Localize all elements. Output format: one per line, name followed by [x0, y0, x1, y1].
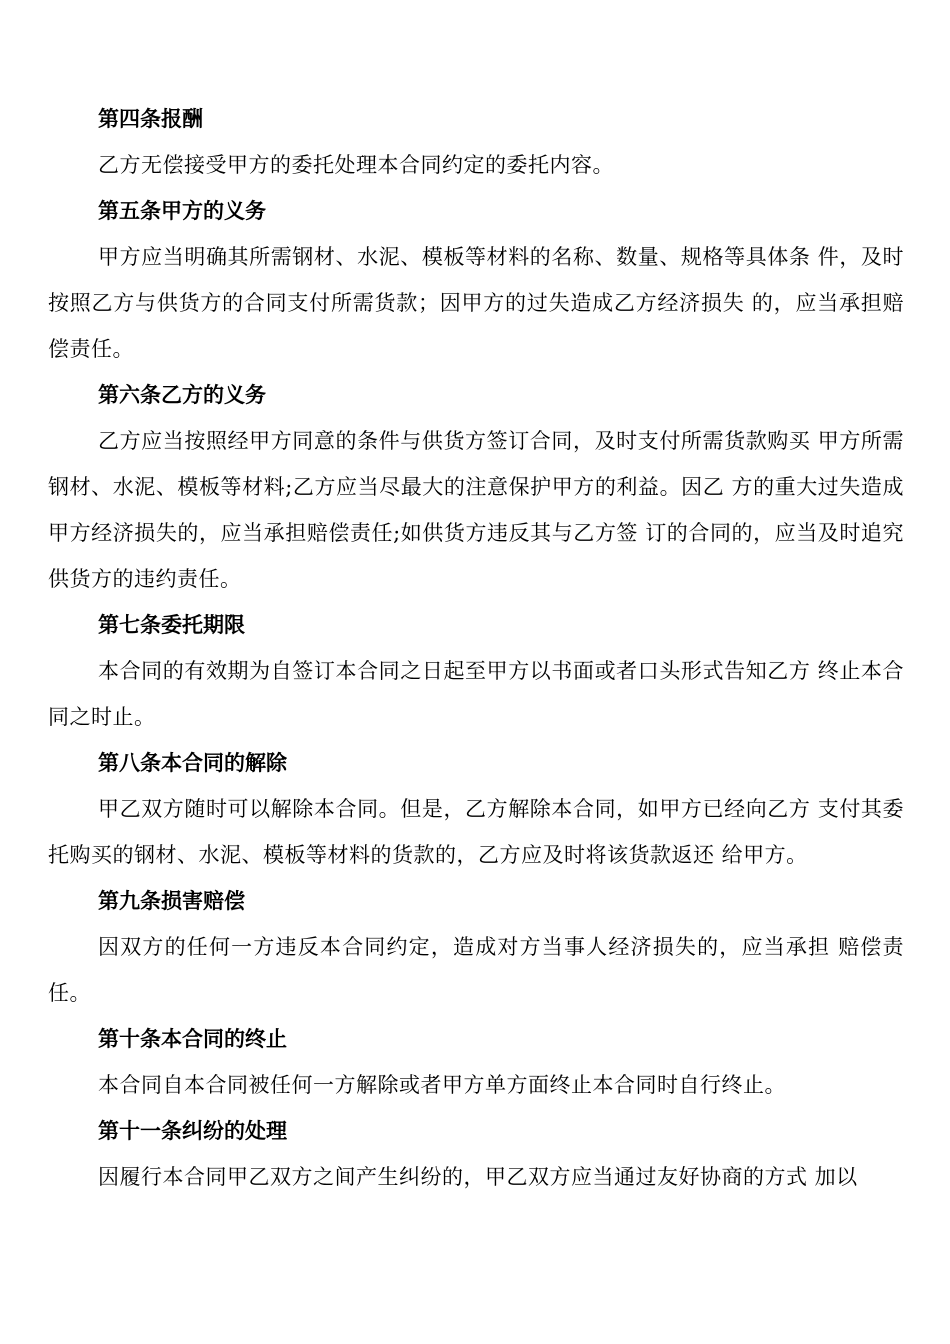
section-heading-6: 第六条乙方的义务: [98, 383, 266, 407]
section-text-5: 甲方应当明确其所需钢材、水泥、模板等材料的名称、数量、规格等具体条 件，及时按照乙方与供货方的合同支付所需货款；因甲方的过失造成乙方经济损失 的，应当承担赔偿责任。: [48, 245, 905, 361]
document-page: [48, 96, 904, 1200]
section-heading-10: 第十条本合同的终止: [98, 1027, 287, 1051]
section-heading-8: 第八条本合同的解除: [98, 751, 287, 775]
section-heading-7: 第七条委托期限: [98, 613, 245, 637]
section-text-7: 本合同的有效期为自签订本合同之日起至甲方以书面或者口头形式告知乙方 终止本合同之时止。: [48, 659, 905, 729]
section-text-6: 乙方应当按照经甲方同意的条件与供货方签订合同，及时支付所需货款购买 甲方所需钢材、水泥、模板等材料;乙方应当尽最大的注意保护甲方的利益。因乙 方的重大过失造成甲方经济损失的，应当承担赔偿责任;如供货方违反其与乙方签 订的合同的，应当及时追究供货方的违约责任。: [48, 429, 905, 591]
section-heading-4: 第四条报酬: [98, 107, 203, 131]
section-text-9: 因双方的任何一方违反本合同约定，造成对方当事人经济损失的，应当承担 赔偿责任。: [48, 935, 904, 1005]
section-text-8: 甲乙双方随时可以解除本合同。但是，乙方解除本合同，如甲方已经向乙方 支付其委托购买的钢材、水泥、模板等材料的货款的，乙方应及时将该货款返还 给甲方。: [48, 797, 905, 867]
section-heading-5: 第五条甲方的义务: [98, 199, 266, 223]
section-heading-11: 第十一条纠纷的处理: [98, 1119, 287, 1143]
section-text-4: 乙方无偿接受甲方的委托处理本合同约定的委托内容。: [98, 153, 614, 177]
section-heading-9: 第九条损害赔偿: [98, 889, 245, 913]
section-text-11: 因履行本合同甲乙双方之间产生纠纷的，甲乙双方应当通过友好协商的方式 加以: [98, 1165, 858, 1189]
section-text-10: 本合同自本合同被任何一方解除或者甲方单方面终止本合同时自行终止。: [98, 1073, 786, 1097]
